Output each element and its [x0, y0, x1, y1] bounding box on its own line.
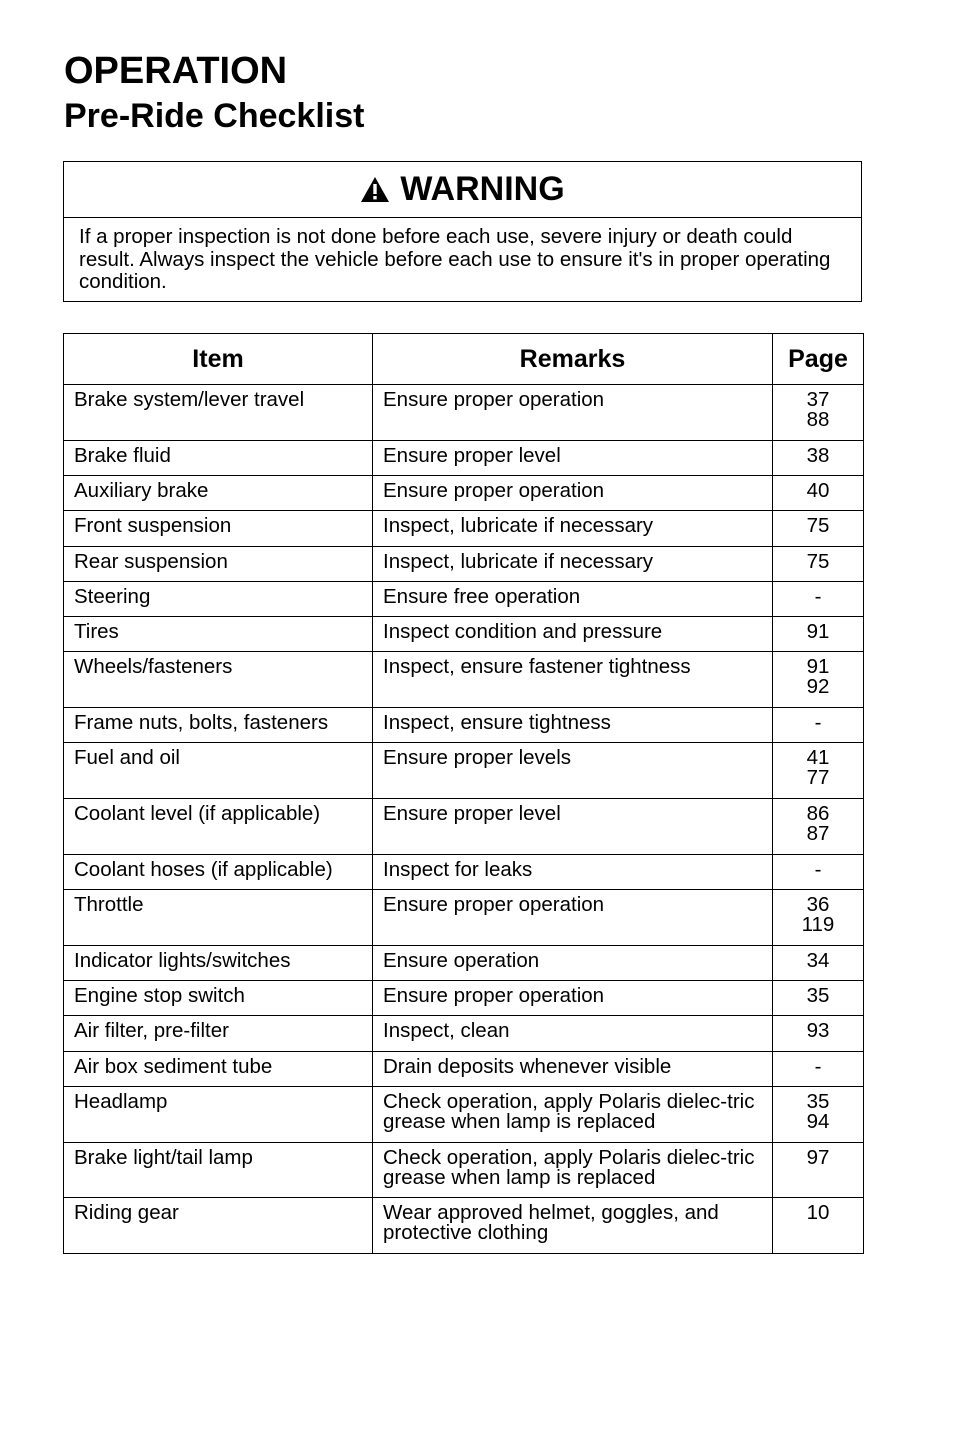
item-cell: Brake light/tail lamp [64, 1142, 373, 1198]
table-row [64, 1087, 864, 1143]
remarks-cell: Wear approved helmet, goggles, and protective clothing [373, 1198, 773, 1254]
remarks-cell: Ensure operation [373, 945, 773, 980]
page-number: 97 [806, 1145, 830, 1169]
page-cell [773, 708, 864, 743]
remarks-cell: Inspect, lubricate if necessary [373, 546, 773, 581]
page-cell [773, 617, 864, 652]
column-header-item: Item [64, 334, 373, 385]
page-title: OPERATION [64, 50, 288, 92]
remarks-cell: Check operation, apply Polaris dielec-tric grease when lamp is replaced [373, 1087, 773, 1143]
page-cell [773, 854, 864, 889]
page-cell [773, 385, 864, 441]
warning-heading: WARNING [400, 170, 565, 208]
remarks-cell: Ensure proper operation [373, 385, 773, 441]
page-cell [773, 945, 864, 980]
page-number: 34 [806, 948, 830, 972]
page-number: 77 [806, 766, 830, 790]
page-cell [773, 511, 864, 546]
item-cell: Front suspension [64, 511, 373, 546]
item-cell: Brake fluid [64, 440, 373, 475]
page-number: 10 [806, 1201, 830, 1225]
remarks-cell: Ensure proper levels [373, 743, 773, 799]
remarks-cell: Ensure proper level [373, 799, 773, 855]
page-number: 36 [806, 893, 830, 917]
item-cell: Throttle [64, 890, 373, 946]
table-header-row [64, 334, 864, 385]
page-number: - [814, 584, 822, 608]
page-number: 38 [806, 443, 830, 467]
remarks-cell: Inspect, ensure fastener tightness [373, 652, 773, 708]
page-number: 37 [806, 388, 830, 411]
page-cell [773, 743, 864, 799]
item-cell: Brake system/lever travel [64, 385, 373, 441]
page-number: 91 [806, 620, 830, 644]
remarks-cell: Ensure proper level [373, 440, 773, 475]
page-number: 93 [806, 1019, 830, 1043]
table-body [64, 385, 864, 1254]
item-cell: Auxiliary brake [64, 475, 373, 510]
item-cell: Coolant level (if applicable) [64, 799, 373, 855]
item-cell: Frame nuts, bolts, fasteners [64, 708, 373, 743]
warning-triangle-icon [360, 176, 390, 203]
page-cell [773, 1198, 864, 1254]
item-cell: Coolant hoses (if applicable) [64, 854, 373, 889]
remarks-cell: Ensure proper operation [373, 890, 773, 946]
page-number: 87 [806, 822, 830, 846]
table-row [64, 581, 864, 616]
page-cell [773, 1087, 864, 1143]
item-cell: Fuel and oil [64, 743, 373, 799]
table-row [64, 1142, 864, 1198]
page-number: 75 [806, 549, 830, 573]
page-cell [773, 890, 864, 946]
table-row [64, 546, 864, 581]
item-cell: Riding gear [64, 1198, 373, 1254]
page-number: - [814, 857, 822, 881]
page-number: 91 [806, 655, 830, 679]
page-cell [773, 652, 864, 708]
remarks-cell: Inspect, clean [373, 1016, 773, 1051]
remarks-cell: Inspect for leaks [373, 854, 773, 889]
page-cell [773, 799, 864, 855]
table-row [64, 1051, 864, 1086]
page-cell [773, 1142, 864, 1198]
page-cell [773, 981, 864, 1016]
table-row [64, 854, 864, 889]
column-header-remarks: Remarks [373, 334, 773, 385]
item-cell: Air box sediment tube [64, 1051, 373, 1086]
item-cell: Tires [64, 617, 373, 652]
column-header-page: Page [773, 334, 864, 385]
item-cell: Headlamp [64, 1087, 373, 1143]
table-row [64, 945, 864, 980]
page-number: 94 [806, 1110, 830, 1133]
table-row [64, 708, 864, 743]
remarks-cell: Inspect, lubricate if necessary [373, 511, 773, 546]
table-row [64, 890, 864, 946]
page-number: 41 [806, 746, 830, 770]
remarks-cell: Inspect, ensure tightness [373, 708, 773, 743]
table-row [64, 1016, 864, 1051]
table-row [64, 743, 864, 799]
table-row [64, 440, 864, 475]
table-row [64, 475, 864, 510]
table-row [64, 511, 864, 546]
item-cell: Indicator lights/switches [64, 945, 373, 980]
page-number: 119 [801, 913, 835, 937]
warning-box [63, 161, 862, 302]
remarks-cell: Ensure proper operation [373, 981, 773, 1016]
pre-ride-checklist-table [63, 333, 864, 1254]
table-row [64, 981, 864, 1016]
table-row [64, 799, 864, 855]
table-row [64, 1198, 864, 1254]
page-number: - [814, 711, 822, 735]
page-number: 75 [806, 514, 830, 538]
remarks-cell: Drain deposits whenever visible [373, 1051, 773, 1086]
page-number: - [814, 1054, 822, 1078]
item-cell: Rear suspension [64, 546, 373, 581]
item-cell: Air filter, pre-filter [64, 1016, 373, 1051]
warning-text: If a proper inspection is not done before each use, severe injury or death could result. Always inspect the vehicle before each use to ensure it's in proper operating condition. [79, 225, 831, 293]
section-title: Pre-Ride Checklist [64, 97, 365, 135]
page-cell [773, 1016, 864, 1051]
page-cell [773, 440, 864, 475]
remarks-cell: Ensure proper operation [373, 475, 773, 510]
page-cell [773, 546, 864, 581]
item-cell: Wheels/fasteners [64, 652, 373, 708]
page-number: 88 [806, 408, 830, 431]
item-cell: Engine stop switch [64, 981, 373, 1016]
remarks-cell: Inspect condition and pressure [373, 617, 773, 652]
page-number: 86 [806, 802, 830, 826]
remarks-cell: Ensure free operation [373, 581, 773, 616]
page-number: 92 [806, 675, 830, 699]
page-number: 40 [806, 478, 830, 502]
page-cell [773, 475, 864, 510]
table-row [64, 617, 864, 652]
page-cell [773, 581, 864, 616]
remarks-cell: Check operation, apply Polaris dielec-tric grease when lamp is replaced [373, 1142, 773, 1198]
page-cell [773, 1051, 864, 1086]
item-cell: Steering [64, 581, 373, 616]
table-row [64, 652, 864, 708]
warning-header [64, 162, 861, 218]
page-number: 35 [806, 984, 830, 1008]
table-row [64, 385, 864, 441]
page-number: 35 [806, 1090, 830, 1113]
